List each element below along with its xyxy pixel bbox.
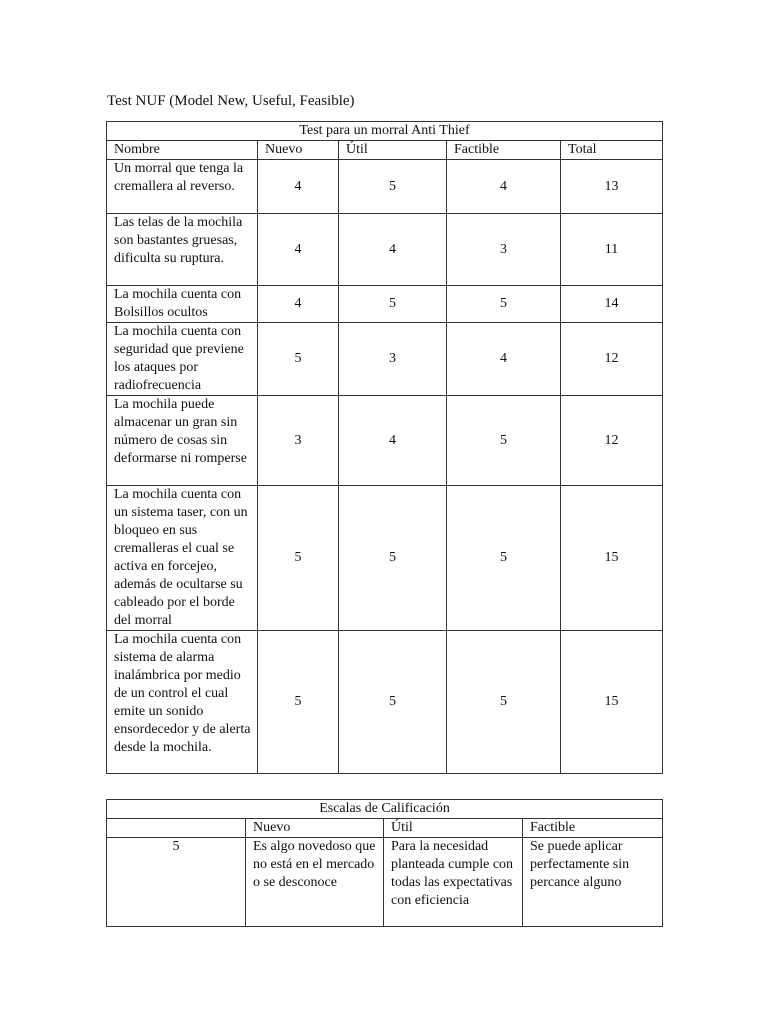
table-row bbox=[107, 838, 663, 927]
cell-nombre: Las telas de la mochila son bastantes gruesas, dificulta su ruptura. bbox=[107, 214, 258, 286]
header-factible: Factible bbox=[523, 819, 663, 838]
cell-factible: 5 bbox=[447, 286, 561, 323]
cell-nombre: La mochila puede almacenar un gran sin número de cosas sin deformarse ni romperse bbox=[107, 396, 258, 486]
cell-factible: 4 bbox=[447, 160, 561, 214]
cell-nuevo: 3 bbox=[258, 396, 339, 486]
header-util: Útil bbox=[339, 141, 447, 160]
cell-nombre: La mochila cuenta con sistema de alarma inalámbrica por medio de un control el cual emite un sonido ensordecedor y de alerta desde la mochila. bbox=[107, 631, 258, 774]
cell-total: 15 bbox=[561, 631, 663, 774]
cell-factible: Se puede aplicar perfectamente sin percance alguno bbox=[523, 838, 663, 927]
cell-factible: 4 bbox=[447, 323, 561, 396]
table-row bbox=[107, 486, 663, 631]
table-caption: Escalas de Calificación bbox=[107, 800, 663, 819]
cell-total: 15 bbox=[561, 486, 663, 631]
cell-factible: 5 bbox=[447, 486, 561, 631]
header-factible: Factible bbox=[447, 141, 561, 160]
cell-util: Para la necesidad planteada cumple con todas las expectativas con eficiencia bbox=[384, 838, 523, 927]
table-header-row bbox=[107, 819, 663, 838]
table-row bbox=[107, 323, 663, 396]
table-row bbox=[107, 286, 663, 323]
table-caption: Test para un morral Anti Thief bbox=[107, 122, 663, 141]
cell-nuevo: 4 bbox=[258, 214, 339, 286]
cell-nuevo: 5 bbox=[258, 486, 339, 631]
document-heading: Test NUF (Model New, Useful, Feasible) bbox=[107, 93, 355, 109]
cell-nombre: La mochila cuenta con un sistema taser, con un bloqueo en sus cremalleras el cual se activa en forcejeo, además de ocultarse su cableado por el borde del morral bbox=[107, 486, 258, 631]
header-nombre: Nombre bbox=[107, 141, 258, 160]
table-row bbox=[107, 214, 663, 286]
cell-total: 13 bbox=[561, 160, 663, 214]
cell-util: 3 bbox=[339, 323, 447, 396]
cell-total: 12 bbox=[561, 396, 663, 486]
cell-score: 5 bbox=[107, 838, 246, 927]
header-nuevo: Nuevo bbox=[258, 141, 339, 160]
table-row bbox=[107, 160, 663, 214]
header-nuevo: Nuevo bbox=[246, 819, 384, 838]
header-blank bbox=[107, 819, 246, 838]
table-row bbox=[107, 631, 663, 774]
cell-nuevo: Es algo novedoso que no está en el mercado o se desconoce bbox=[246, 838, 384, 927]
cell-util: 5 bbox=[339, 631, 447, 774]
cell-nombre: La mochila cuenta con seguridad que previene los ataques por radiofrecuencia bbox=[107, 323, 258, 396]
cell-util: 4 bbox=[339, 214, 447, 286]
cell-factible: 5 bbox=[447, 396, 561, 486]
cell-util: 5 bbox=[339, 160, 447, 214]
table-header-row bbox=[107, 141, 663, 160]
cell-nuevo: 5 bbox=[258, 631, 339, 774]
cell-total: 11 bbox=[561, 214, 663, 286]
cell-nombre: La mochila cuenta con Bolsillos ocultos bbox=[107, 286, 258, 323]
nuf-test-table bbox=[106, 121, 663, 774]
cell-total: 12 bbox=[561, 323, 663, 396]
header-util: Útil bbox=[384, 819, 523, 838]
cell-total: 14 bbox=[561, 286, 663, 323]
cell-nuevo: 5 bbox=[258, 323, 339, 396]
table-row bbox=[107, 396, 663, 486]
header-total: Total bbox=[561, 141, 663, 160]
cell-util: 4 bbox=[339, 396, 447, 486]
cell-nombre: Un morral que tenga la cremallera al reverso. bbox=[107, 160, 258, 214]
rating-scale-table bbox=[106, 799, 663, 927]
cell-nuevo: 4 bbox=[258, 160, 339, 214]
cell-factible: 3 bbox=[447, 214, 561, 286]
cell-factible: 5 bbox=[447, 631, 561, 774]
cell-util: 5 bbox=[339, 286, 447, 323]
cell-nuevo: 4 bbox=[258, 286, 339, 323]
cell-util: 5 bbox=[339, 486, 447, 631]
